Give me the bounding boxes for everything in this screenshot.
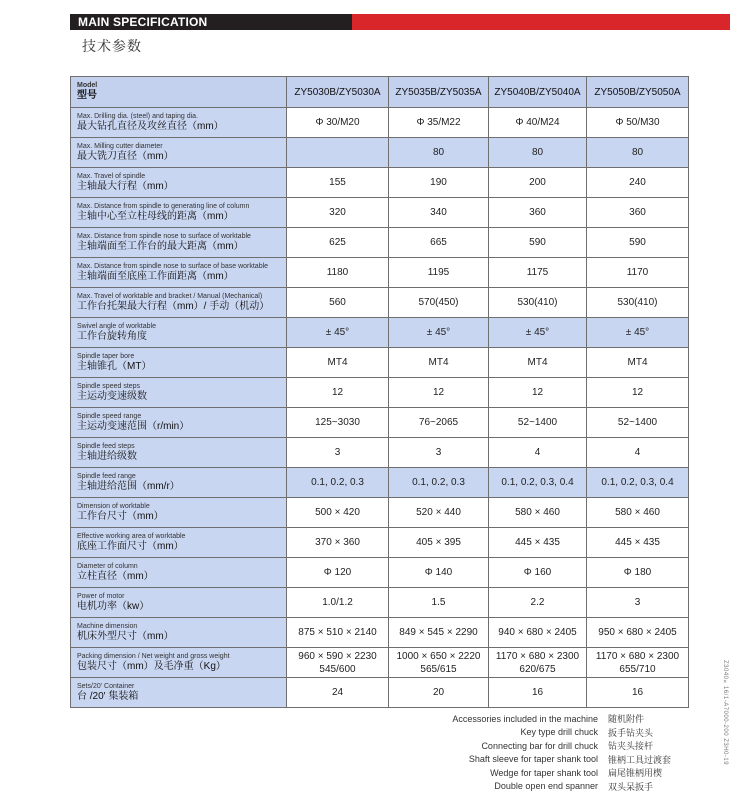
row-label-cell (71, 108, 287, 138)
value-text: MT4 (527, 357, 548, 368)
value-text: 560 (329, 297, 346, 308)
value-cell (587, 138, 689, 168)
header-bar (70, 14, 730, 30)
value-cell (389, 378, 489, 408)
model-header: ZY5050B/ZY5050A (587, 77, 689, 108)
row-label-en: Spindle feed range (77, 472, 136, 480)
table-row (71, 258, 689, 288)
row-label-cell (71, 618, 287, 648)
value-text: 500 × 420 (315, 507, 360, 518)
row-label-cell (71, 318, 287, 348)
value-text: 1195 (427, 267, 450, 278)
accessory-item (430, 726, 700, 740)
value-cell (287, 378, 389, 408)
value-cell (389, 288, 489, 318)
value-cell (287, 138, 389, 168)
row-label-zh: 主轴中心至立柱母线的距离（mm） (77, 210, 234, 222)
row-label-cell (71, 378, 287, 408)
value-cell (287, 468, 389, 498)
value-cell (587, 498, 689, 528)
row-label-cell (71, 288, 287, 318)
table-row (71, 348, 689, 378)
accessories-list (430, 712, 700, 793)
row-label-zh: 主轴进给级数 (77, 450, 137, 462)
value-text: MT4 (327, 357, 348, 368)
value-cell (587, 438, 689, 468)
accessory-item (430, 712, 700, 726)
row-label-cell (71, 258, 287, 288)
value-cell (489, 468, 587, 498)
value-cell (489, 528, 587, 558)
value-text: 625 (329, 237, 346, 248)
value-text: 1.5 (431, 597, 446, 608)
value-text: 200 (529, 177, 546, 188)
value-cell (287, 588, 389, 618)
row-label-en: Effective working area of worktable (77, 532, 186, 540)
row-label-cell (71, 138, 287, 168)
value-text: 530(410) (517, 297, 558, 308)
row-label-en: Power of motor (77, 592, 125, 600)
row-label-zh: 底座工作面尺寸（mm） (77, 540, 184, 552)
value-cell (287, 348, 389, 378)
value-cell (389, 618, 489, 648)
value-cell (389, 588, 489, 618)
value-cell (587, 258, 689, 288)
value-text: 240 (629, 177, 646, 188)
value-text: ± 45° (325, 327, 350, 338)
value-cell (389, 228, 489, 258)
accessory-zh: 随机附件 (608, 714, 645, 725)
value-text: 24 (331, 687, 344, 698)
value-cell (489, 258, 587, 288)
value-text: 4 (634, 447, 641, 458)
row-label-zh: 电机功率（kw） (77, 600, 150, 612)
value-cell (287, 288, 389, 318)
value-cell (489, 168, 587, 198)
row-label-en: Spindle speed steps (77, 382, 141, 390)
value-text: 125~3030 (315, 417, 360, 428)
row-label-zh: 机床外型尺寸（mm） (77, 630, 174, 642)
value-text: 52~1400 (517, 417, 558, 428)
row-label-en: Max. Distance from spindle nose to surface of base worktable (77, 262, 269, 270)
value-text: 190 (430, 177, 447, 188)
value-text: 445 × 435 (515, 537, 560, 548)
value-text: 530(410) (617, 297, 658, 308)
row-label-zh: 主轴锥孔（MT） (77, 360, 152, 372)
value-text: 80 (531, 147, 544, 158)
accessory-item (430, 766, 700, 780)
value-cell (287, 498, 389, 528)
value-cell (587, 588, 689, 618)
row-label-en: Max. Travel of spindle (77, 172, 146, 180)
value-text: 12 (531, 387, 544, 398)
value-cell (587, 408, 689, 438)
value-cell (287, 648, 389, 678)
row-label-cell (71, 468, 287, 498)
value-cell (489, 558, 587, 588)
table-row (71, 618, 689, 648)
value-cell (587, 198, 689, 228)
value-cell (287, 168, 389, 198)
value-cell (287, 528, 389, 558)
value-cell (287, 258, 389, 288)
accessory-zh: 钻夹头接杆 (608, 741, 654, 752)
accessory-item (430, 780, 700, 794)
row-label-zh: 包装尺寸（mm）及毛净重（Kg） (77, 660, 226, 672)
value-text: 665 (430, 237, 447, 248)
value-cell (587, 168, 689, 198)
value-cell (489, 138, 587, 168)
row-label-cell (71, 228, 287, 258)
value-text: 405 × 395 (416, 537, 461, 548)
table-row (71, 648, 689, 678)
row-label-en: Diameter of column (77, 562, 138, 570)
table-row (71, 408, 689, 438)
value-text: 12 (331, 387, 344, 398)
value-text: 950 × 680 × 2405 (598, 627, 677, 638)
value-cell (489, 318, 587, 348)
value-text: Φ 30/M20 (315, 117, 360, 128)
value-text: 0.1, 0.2, 0.3, 0.4 (501, 477, 574, 488)
table-row (71, 678, 689, 708)
row-label-en: Packing dimension / Net weight and gross weight (77, 652, 230, 660)
value-text: 12 (631, 387, 644, 398)
row-label-zh: 工作台尺寸（mm） (77, 510, 164, 522)
value-text: MT4 (627, 357, 648, 368)
value-cell (489, 648, 587, 678)
value-cell (587, 528, 689, 558)
row-label-cell (71, 438, 287, 468)
value-text: 960 × 590 × 2230 (298, 650, 377, 662)
row-label-zh: 主运动变速级数 (77, 390, 147, 402)
value-cell (389, 498, 489, 528)
value-text: Φ 140 (424, 567, 453, 578)
row-label-en: Spindle taper bore (77, 352, 135, 360)
value-text: 76~2065 (418, 417, 459, 428)
spec-table (70, 76, 689, 708)
row-label-zh: 工作台托架最大行程（mm）/ 手动（机动） (77, 300, 270, 312)
value-text: 590 (629, 237, 646, 248)
table-row (71, 498, 689, 528)
value-cell (389, 528, 489, 558)
value-text: 4 (534, 447, 541, 458)
model-header: ZY5040B/ZY5040A (489, 77, 587, 108)
value-text: 940 × 680 × 2405 (498, 627, 577, 638)
value-cell (489, 108, 587, 138)
value-text: 849 × 545 × 2290 (399, 627, 478, 638)
value-cell (287, 618, 389, 648)
row-label-en: Max. Drilling dia. (steel) and taping dia. (77, 112, 199, 120)
value-cell (587, 648, 689, 678)
row-label-en: Spindle feed steps (77, 442, 135, 450)
table-row (71, 198, 689, 228)
value-cell (389, 678, 489, 708)
value-cell (389, 168, 489, 198)
value-text: 3 (435, 447, 442, 458)
side-code: Z3040×16/1-A7000-200 Z3H0-19 (722, 660, 728, 766)
value-text: 360 (629, 207, 646, 218)
value-cell (489, 348, 587, 378)
row-label-en: Max. Distance from spindle to generating line of column (77, 202, 250, 210)
row-label-cell (71, 408, 287, 438)
value-text: Φ 35/M22 (416, 117, 461, 128)
row-label-en: Machine dimension (77, 622, 138, 630)
value-text: 580 × 460 (515, 507, 560, 518)
value-text: 12 (432, 387, 445, 398)
accessory-zh: 双头呆扳手 (608, 781, 654, 792)
value-cell (587, 618, 689, 648)
table-row (71, 588, 689, 618)
header-accent (352, 14, 730, 30)
value-cell (587, 678, 689, 708)
accessory-zh: 扁尾锥柄用楔 (608, 768, 663, 779)
value-cell (389, 318, 489, 348)
value-cell (587, 348, 689, 378)
row-label-en: Max. Travel of worktable and bracket / Manual (Mechanical) (77, 292, 263, 300)
value-text: 1000 × 650 × 2220 (396, 650, 481, 662)
value-cell (287, 108, 389, 138)
value-cell (489, 198, 587, 228)
value-cell (489, 408, 587, 438)
model-label-zh: 型号 (77, 90, 97, 101)
row-label-cell (71, 678, 287, 708)
value-cell (489, 678, 587, 708)
value-cell (587, 318, 689, 348)
value-text: Φ 120 (323, 567, 352, 578)
value-text: 445 × 435 (615, 537, 660, 548)
accessory-zh: 扳手钻夹头 (608, 727, 654, 738)
row-label-en: Spindle speed range (77, 412, 142, 420)
accessory-en: Connecting bar for drill chuck (481, 740, 598, 751)
row-label-zh: 最大钻孔直径及攻丝直径（mm） (77, 120, 224, 132)
accessory-en: Wedge for taper shank tool (490, 767, 598, 778)
row-label-zh: 工作台旋转角度 (77, 330, 147, 342)
value-cell (587, 228, 689, 258)
row-label-en: Dimension of worktable (77, 502, 150, 510)
value-cell (287, 678, 389, 708)
value-text: Φ 50/M30 (615, 117, 660, 128)
value-text: Φ 40/M24 (515, 117, 560, 128)
row-label-zh: 台 /20' 集装箱 (77, 690, 139, 702)
value-text-secondary: 545/600 (319, 663, 356, 675)
value-text: 1170 × 680 × 2300 (495, 650, 580, 662)
value-cell (587, 108, 689, 138)
row-label-cell (71, 198, 287, 228)
value-cell (389, 648, 489, 678)
value-text: 1170 (626, 267, 649, 278)
value-text-secondary: 655/710 (619, 663, 656, 675)
value-cell (587, 288, 689, 318)
value-cell (287, 228, 389, 258)
accessory-zh: 锥柄工具过渡套 (608, 754, 672, 765)
value-text: 3 (634, 597, 641, 608)
table-row (71, 528, 689, 558)
accessory-item (430, 753, 700, 767)
table-row (71, 288, 689, 318)
value-cell (489, 588, 587, 618)
value-cell (489, 618, 587, 648)
page-title: MAIN SPECIFICATION (78, 15, 208, 29)
value-cell (389, 468, 489, 498)
value-text: 80 (631, 147, 644, 158)
table-row (71, 318, 689, 348)
value-text: Φ 180 (623, 567, 652, 578)
row-label-cell (71, 558, 287, 588)
page-subtitle: 技术参数 (82, 38, 142, 54)
value-text: 3 (334, 447, 341, 458)
table-row (71, 378, 689, 408)
row-label-zh: 主运动变速范围（r/min） (77, 420, 190, 432)
value-text: 370 × 360 (315, 537, 360, 548)
value-text: 360 (529, 207, 546, 218)
value-cell (287, 198, 389, 228)
row-label-en: Max. Distance from spindle nose to surface of worktable (77, 232, 251, 240)
value-text: 590 (529, 237, 546, 248)
value-cell (489, 438, 587, 468)
table-row (71, 138, 689, 168)
value-cell (587, 378, 689, 408)
model-header: ZY5035B/ZY5035A (389, 77, 489, 108)
value-cell (489, 498, 587, 528)
table-header-row (71, 77, 689, 108)
value-text: 320 (329, 207, 346, 218)
row-label-cell (71, 648, 287, 678)
row-label-cell (71, 348, 287, 378)
value-text: 52~1400 (617, 417, 658, 428)
value-text-secondary: 565/615 (420, 663, 457, 675)
value-text: 2.2 (530, 597, 545, 608)
value-cell (489, 228, 587, 258)
row-label-zh: 最大铣刀直径（mm） (77, 150, 174, 162)
value-text: 155 (329, 177, 346, 188)
table-row (71, 108, 689, 138)
value-text: 0.1, 0.2, 0.3 (412, 477, 465, 488)
table-row (71, 468, 689, 498)
row-label-zh: 主轴最大行程（mm） (77, 180, 174, 192)
value-text: 1.0/1.2 (322, 597, 353, 608)
row-label-cell (71, 528, 287, 558)
value-text: ± 45° (426, 327, 451, 338)
table-row (71, 438, 689, 468)
row-label-zh: 立柱直径（mm） (77, 570, 154, 582)
value-cell (587, 558, 689, 588)
value-text: 580 × 460 (615, 507, 660, 518)
row-label-zh: 主轴进给范围（mm/r） (77, 480, 180, 492)
row-label-en: Sets/20' Container (77, 682, 135, 690)
row-label-cell (71, 498, 287, 528)
value-cell (389, 108, 489, 138)
row-label-zh: 主轴端面至底座工作面距离（mm） (77, 270, 234, 282)
table-row (71, 228, 689, 258)
value-cell (389, 558, 489, 588)
accessory-en: Accessories included in the machine (452, 713, 598, 724)
value-cell (389, 438, 489, 468)
value-cell (389, 198, 489, 228)
value-cell (287, 438, 389, 468)
value-cell (489, 378, 587, 408)
value-text: 80 (432, 147, 445, 158)
value-text: ± 45° (525, 327, 550, 338)
model-label-cell (71, 77, 287, 108)
value-text: MT4 (428, 357, 449, 368)
table-row (71, 558, 689, 588)
value-text: 520 × 440 (416, 507, 461, 518)
value-cell (287, 318, 389, 348)
value-text-secondary: 620/675 (519, 663, 556, 675)
row-label-en: Max. Milling cutter diameter (77, 142, 163, 150)
value-cell (287, 558, 389, 588)
value-cell (389, 348, 489, 378)
value-text: 875 × 510 × 2140 (298, 627, 377, 638)
value-text: 340 (430, 207, 447, 218)
row-label-cell (71, 588, 287, 618)
accessory-en: Shaft sleeve for taper shank tool (468, 754, 598, 765)
value-cell (389, 408, 489, 438)
value-cell (489, 288, 587, 318)
model-header: ZY5030B/ZY5030A (287, 77, 389, 108)
model-label-en: Model (77, 82, 98, 89)
value-text: 16 (631, 687, 644, 698)
value-text: ± 45° (625, 327, 650, 338)
value-text: 0.1, 0.2, 0.3, 0.4 (601, 477, 674, 488)
row-label-zh: 主轴端面至工作台的最大距离（mm） (77, 240, 244, 252)
accessory-en: Key type drill chuck (520, 727, 598, 738)
value-text: 16 (531, 687, 544, 698)
value-text: 1175 (526, 267, 549, 278)
row-label-cell (71, 168, 287, 198)
value-text: 20 (432, 687, 445, 698)
table-row (71, 168, 689, 198)
value-cell (587, 468, 689, 498)
value-text: 570(450) (418, 297, 459, 308)
row-label-en: Swivel angle of worktable (77, 322, 156, 330)
value-text: 0.1, 0.2, 0.3 (311, 477, 364, 488)
value-cell (389, 258, 489, 288)
value-cell (287, 408, 389, 438)
accessory-en: Double open end spanner (494, 781, 598, 792)
value-text: Φ 160 (523, 567, 552, 578)
value-text: 1170 × 680 × 2300 (595, 650, 680, 662)
value-text: 1180 (326, 267, 349, 278)
value-cell (389, 138, 489, 168)
accessory-item (430, 739, 700, 753)
